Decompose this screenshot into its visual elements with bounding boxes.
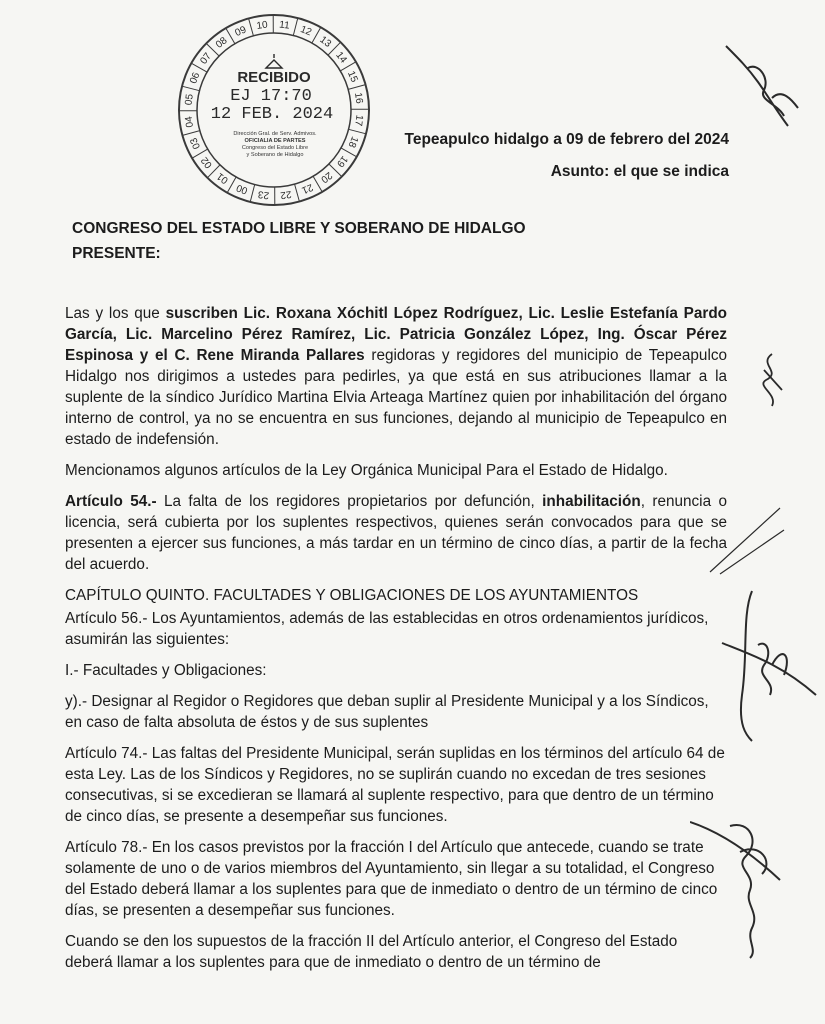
article-56: Artículo 56.- Los Ayuntamientos, además de las establecidas en otros ordenamientos jurídicos, asumirán las siguientes: xyxy=(65,610,709,648)
signature-bottom xyxy=(690,812,800,962)
stamp-dial-number: 05 xyxy=(183,93,196,106)
stamp-dial-number: 03 xyxy=(188,135,203,151)
article-74: Artículo 74.- Las faltas del Presidente Municipal, serán suplidas en los términos del artículo 64 de esta Ley. Las de los Síndicos y Regidores, no se suplirán cuando no excedan de tres sesiones consecutivas, si se excedieran se llamará al suplente respectivo, para que dentro de un término de cinco días, se presente a desempeñar sus funciones. xyxy=(65,745,725,825)
stamp-received: RECIBIDO xyxy=(237,69,311,86)
stamp-dial-number: 15 xyxy=(345,69,360,85)
stamp-dial-number: 23 xyxy=(257,188,270,201)
article-54-text-a: La falta de los regidores propietarios por defunción, xyxy=(156,493,543,510)
stamp-dial-number: 14 xyxy=(333,49,349,66)
stamp-dial-number: 16 xyxy=(351,91,365,105)
intro-lead: Las y los que xyxy=(65,305,166,322)
closing-paragraph: Cuando se den los supuestos de la fracción II del Artículo anterior, el Congreso del Estado deberá llamar a los suplentes para que de inmediato o dentro de un término de xyxy=(65,933,678,971)
stamp-dial-tick xyxy=(349,129,367,134)
stamp-dial-number: 10 xyxy=(255,19,269,33)
stamp-seal xyxy=(174,10,374,210)
stamp-dial-number: 17 xyxy=(352,114,365,127)
stamp-dial-number: 18 xyxy=(345,134,360,150)
stamp-line1: Dirección Gral. de Serv. Admivos. xyxy=(233,131,317,137)
stamp-dial-number: 22 xyxy=(279,187,293,201)
stamp-dial-number: 19 xyxy=(334,153,350,169)
stamp-dial-number: 01 xyxy=(215,170,231,186)
article-54-label: Artículo 54.- xyxy=(65,493,157,510)
stamp-dial-tick xyxy=(249,19,254,36)
stamp-dial-number: 06 xyxy=(188,70,203,86)
stamp-dial-number: 11 xyxy=(278,19,291,32)
article-54-text-b: , renuncia o licencia, será cubierta por los suplentes respectivos, quienes serán convocados para que se presenten a ejercer sus funciones, a más tardar en un término de cinco días, a partir de la fecha del acuerdo. xyxy=(65,493,727,573)
stamp-dial-tick xyxy=(182,86,200,91)
signature-lower xyxy=(712,585,822,745)
place-date: Tepeapulco hidalgo a 09 de febrero del 2024 xyxy=(404,131,729,148)
intro-paragraph xyxy=(65,303,727,450)
article-54-bold: inhabilitación xyxy=(542,493,641,510)
stamp-dial-tick xyxy=(348,85,365,90)
stamp-dial-tick xyxy=(250,185,255,203)
stamp-line4: y Soberano de Hidalgo xyxy=(246,152,304,158)
reception-stamp xyxy=(174,10,374,210)
stamp-dial-number: 04 xyxy=(183,115,197,129)
article-54 xyxy=(65,491,727,575)
addressee-name: CONGRESO DEL ESTADO LIBRE Y SOBERANO DE HIDALGO xyxy=(72,220,526,237)
stamp-dial-number: 00 xyxy=(234,181,250,196)
item-y: y).- Designar al Regidor o Regidores que deban suplir al Presidente Municipal y a los Síndicos, en caso de falta absoluta de éstos y de sus suplentes xyxy=(65,693,709,731)
stamp-dial-tick xyxy=(293,18,298,36)
stamp-dial-tick xyxy=(295,184,300,201)
stamp-dial-number: 09 xyxy=(233,24,249,39)
addressee-present: PRESENTE: xyxy=(72,245,161,262)
stamp-dial-number: 13 xyxy=(317,34,333,50)
signature-mid xyxy=(752,350,792,410)
signature-strokes xyxy=(700,500,790,580)
stamp-dial-number: 12 xyxy=(298,24,314,39)
stamp-line3: Congreso del Estado Libre xyxy=(241,145,309,151)
signatories: suscriben Lic. Roxana Xóchitl López Rodríguez, Lic. Leslie Estefanía Pardo García, Lic. Marcelino Pérez Ramírez, Lic. Patricia González López, Ing. Óscar Pérez Espinosa y el C. Rene Miranda Pallares xyxy=(65,305,728,364)
stamp-dial-tick xyxy=(183,131,200,136)
law-reference: Mencionamos algunos artículos de la Ley Orgánica Municipal Para el Estado de Hidalgo. xyxy=(65,462,668,479)
stamp-dial-number: 02 xyxy=(199,154,215,171)
section-i: I.- Facultades y Obligaciones: xyxy=(65,662,267,679)
subject-line: Asunto: el que se indica xyxy=(550,163,729,180)
addressee-block xyxy=(72,216,526,266)
stamp-line2: OFICIALIA DE PARTES xyxy=(244,138,306,144)
stamp-date: 12 FEB. 2024 xyxy=(210,105,334,124)
signature-top xyxy=(718,38,808,138)
stamp-dial-number: 07 xyxy=(198,51,214,67)
intro-rest: regidoras y regidores del municipio de Tepeapulco Hidalgo nos dirigimos a ustedes para pedirles, ya que está en sus atribuciones llamar a la suplente de la síndico Jurídico Martina Elvia Arteaga Martínez quien por inhabilitación del órgano interno de control, ya no se encuentra en sus funciones, dejando al municipio de Tepeapulco en estado de indefensión. xyxy=(65,347,727,448)
stamp-dial-number: 21 xyxy=(299,181,315,196)
article-78: Artículo 78.- En los casos previstos por la fracción I del Artículo que antecede, cuando se trate solamente de uno o de varios miembros del Ayuntamiento, sin llegar a su totalidad, el Congreso del Estado deberá llamar a los suplentes para que de inmediato o dentro de un término de cinco días, se presenten a desempeñar sus funciones. xyxy=(65,839,718,919)
stamp-dial-number: 08 xyxy=(213,35,230,51)
chapter-title: CAPÍTULO QUINTO. FACULTADES Y OBLIGACIONES DE LOS AYUNTAMIENTOS xyxy=(65,587,639,604)
letter-body xyxy=(65,303,727,983)
stamp-dial-number: 20 xyxy=(318,169,335,185)
stamp-emblem-icon xyxy=(266,54,282,68)
stamp-time: EJ 17:70 xyxy=(230,87,312,106)
